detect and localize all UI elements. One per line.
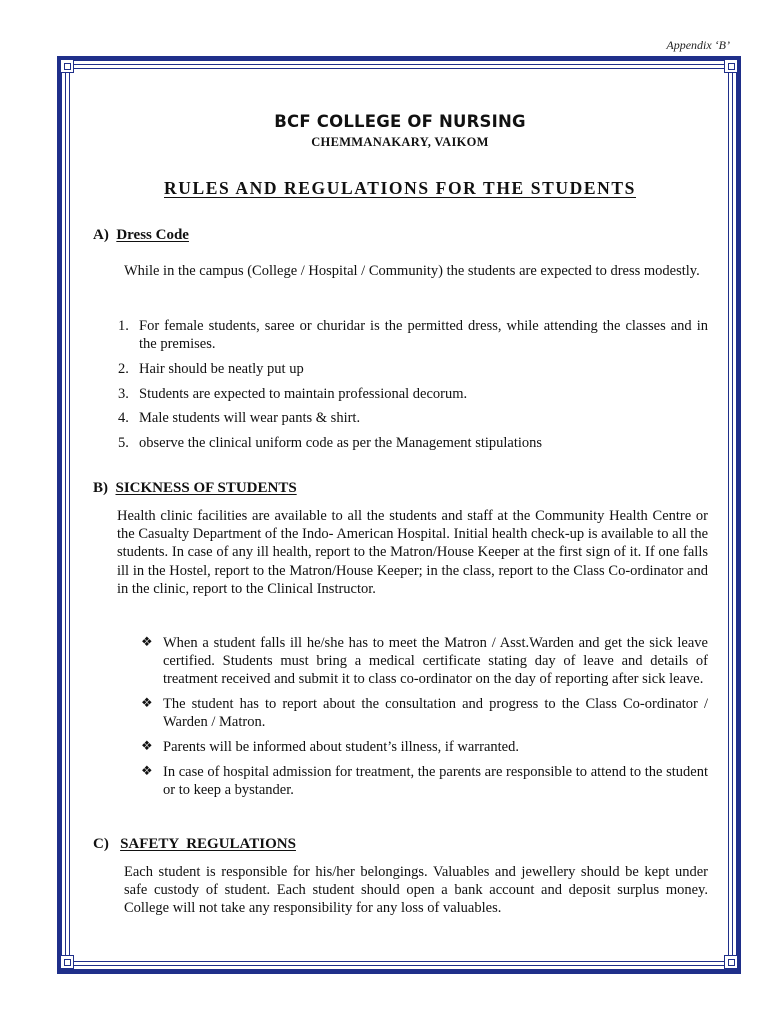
diamond-bullet-icon: ❖ [141, 739, 153, 755]
list-item: 2. Hair should be neatly put up [118, 360, 304, 377]
diamond-bullet-icon: ❖ [141, 635, 153, 650]
dress-code-list [118, 317, 708, 459]
list-item: 4. Male students will wear pants & shirt. [118, 410, 361, 427]
section-c-letter: C) [93, 836, 109, 852]
sickness-bullet-list [141, 634, 708, 806]
list-item: 5. observe the clinical uniform code as per the Management stipulations [118, 435, 543, 452]
section-b-intro: Health clinic facilities are available to all the students and staff at the Community Health Centre or the Casualty Department of the Indo- American Hospital. Initial health check-up is available to all the students. In case of any ill health, report to the Matron/House Keeper at the first sign of it. If one falls ill in the Hostel, report to the Matron/House Keeper; in the class, report to the Class Co-ordinator and in the clinic, report to the Clinical Instructor. [117, 508, 708, 597]
main-heading: RULES AND REGULATIONS FOR THE STUDENTS [164, 178, 636, 198]
section-a-letter: A) [93, 227, 109, 243]
section-c-heading [93, 836, 296, 853]
section-b-title: SICKNESS OF STUDENTS [115, 480, 297, 496]
college-location: CHEMMANAKARY, VAIKOM [311, 135, 489, 149]
section-b-heading [93, 480, 297, 497]
section-b-letter: B) [93, 480, 108, 496]
section-a-title: Dress Code [116, 227, 189, 243]
list-item: ❖ When a student falls ill he/she has to meet the Matron / Asst.Warden and get the sick leave certified. Students must bring a medical certificate stating day of leave and details of treatment received and submit it to class co-ordinator on the day of reporting after sick leave. [141, 635, 708, 688]
diamond-bullet-icon: ❖ [141, 696, 153, 712]
section-a-intro: While in the campus (College / Hospital / Community) the students are expected to dress modestly. [124, 263, 700, 279]
list-item: 3. Students are expected to maintain professional decorum. [118, 385, 468, 402]
section-c-intro: Each student is responsible for his/her belongings. Valuables and jewellery should be kept under safe custody of student. Each student should open a bank account and deposit surplus money. College will not take any responsibility for any loss of valuables. [124, 864, 708, 917]
appendix-label: Appendix ‘B’ [666, 38, 730, 52]
section-a-heading [93, 227, 189, 244]
list-item: ❖ In case of hospital admission for treatment, the parents are responsible to attend to the student or to keep a bystander. [141, 763, 708, 798]
list-item: ❖ Parents will be informed about student’s illness, if warranted. [141, 739, 519, 756]
list-item: ❖ The student has to report about the consultation and progress to the Class Co-ordinator / Warden / Matron. [141, 696, 708, 731]
section-c-title: SAFETY REGULATIONS [120, 836, 296, 852]
college-name: BCF COLLEGE OF NURSING [274, 112, 526, 131]
list-item: 1. For female students, saree or churidar is the permitted dress, while attending the classes and in the premises. [118, 318, 708, 353]
diamond-bullet-icon: ❖ [141, 763, 153, 779]
